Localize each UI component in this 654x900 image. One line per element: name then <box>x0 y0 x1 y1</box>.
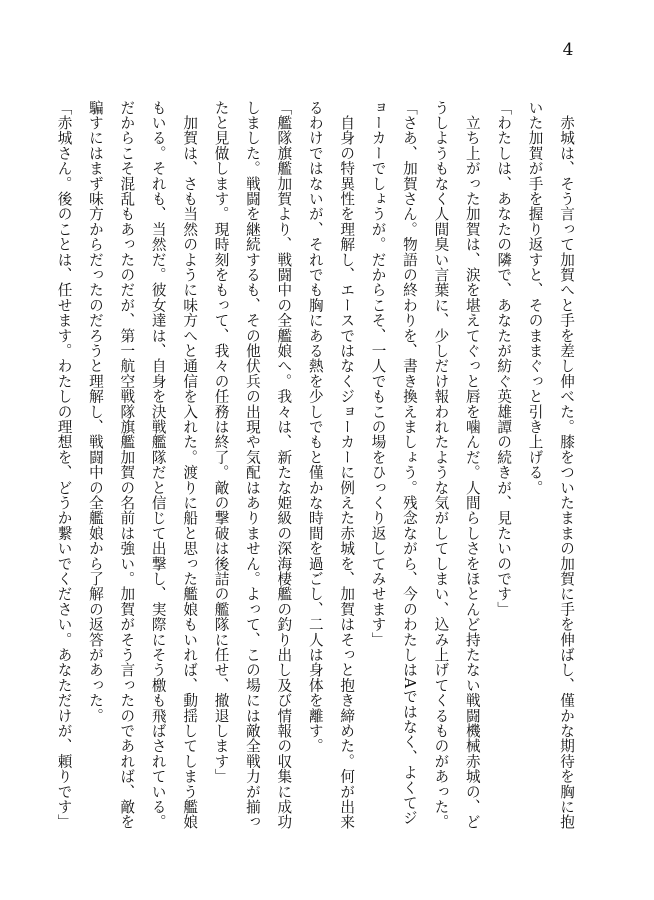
text-line: るわけではないが、それでも胸にある熱を少しでもと僅かな時間を過ごし、二人は身体を離す。 <box>306 100 324 754</box>
text-line: 自身の特異性を理解し、エースではなくジョーカーに例えた赤城を、加賀はそっと抱き締めた。何が出来 <box>338 100 356 830</box>
text-line: たと見做します。現時刻をもって、我々の任務は終了。敵の撃破は後詰の艦隊に任せ、撤退します」 <box>212 100 230 784</box>
text-line: 騙すにはまず味方からだったのだろうと理解し、戦闘中の全艦娘から了解の返答があった。 <box>86 100 104 724</box>
text-line: だからこそ混乱もあったのだが、第一航空戦隊旗艦加賀の名前は強い。加賀がそう言ったのであれば、敵を <box>118 100 136 830</box>
text-line: 「艦隊旗艦加賀より、戦闘中の全艦娘へ。我々は、新たな姫級の深海棲艦の釣り出し及び情報の収集に成功 <box>275 100 293 830</box>
text-line: 赤城は、そう言って加賀へと手を差し伸べた。膝をついたままの加賀に手を伸ばし、僅かな期待を胸に抱 <box>558 100 575 830</box>
page-number: 4 <box>562 40 574 60</box>
text-line: 「わたしは、あなたの隣で、あなたが紡ぐ英雄譚の続きが、見たいのです」 <box>495 100 513 617</box>
text-line: 「赤城さん。後のことは、任せます。わたしの理想を、どうか繋いでください。あなただけが、頼りです」 <box>55 100 73 830</box>
text-line: しました。戦闘を継続するも、その他伏兵の出現や気配はありません。よって、この場には敵全戦力が揃っ <box>243 100 261 830</box>
novel-body-text <box>55 100 582 830</box>
text-line: いた加賀が手を握り返すと、そのままぐっと引き上げる。 <box>526 100 544 496</box>
text-line: 加賀は、さも当然のように味方へと通信を入れた。渡りに船と思った艦娘もいれば、動揺してしまう艦娘 <box>181 100 199 830</box>
text-line: もいる。それも、当然だ。彼女達は、自身を決戦艦隊だと信じて出撃し、実際にそう檄も飛ばされている。 <box>149 100 167 830</box>
text-line: 立ち上がった加賀は、涙を堪えてぐっと唇を噛んだ。人間らしさをほとんど持たない戦闘機械赤城の、ど <box>463 100 481 830</box>
text-line: 「さあ、加賀さん。物語の終わりを、書き換えましょう。残念ながら、今のわたしはAではなく、よくてジ <box>400 100 418 826</box>
text-line: うしようもなく人間臭い言葉に、少しだけ報われたような気がしてしまい、込み上げてくるものがあった。 <box>432 100 450 830</box>
text-line: ョーカーでしょうが。だからこそ、一人でもこの場をひっくり返してみせます」 <box>369 100 387 648</box>
